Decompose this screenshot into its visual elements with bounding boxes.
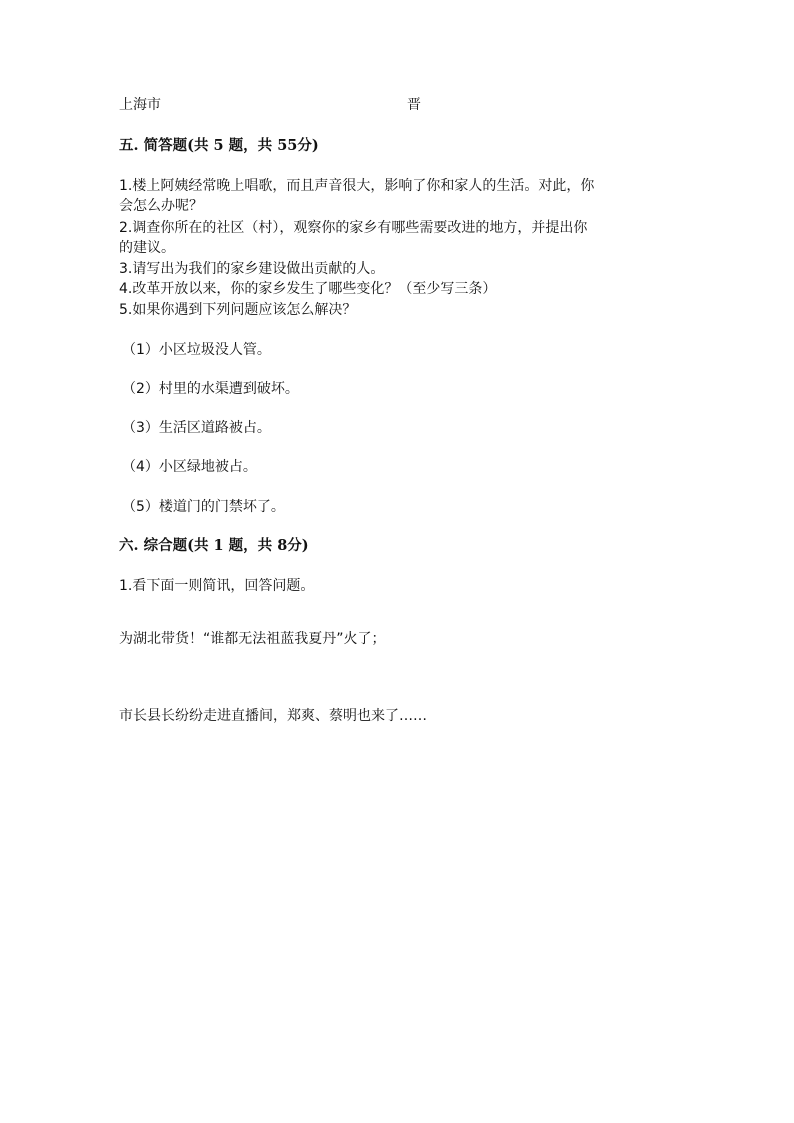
section5-q4: 4.改革开放以来，你的家乡发生了哪些变化？（至少写三条） — [119, 281, 497, 297]
section5-q5-item-4: （4）小区绿地被占。 — [122, 459, 257, 475]
matching-row — [119, 95, 421, 115]
section5-heading: 五. 简答题(共 5 题，共 55分) — [119, 137, 319, 154]
section5-q5-item-1: （1）小区垃圾没人管。 — [122, 342, 271, 358]
section5-q5-item-3: （3）生活区道路被占。 — [122, 420, 271, 436]
section5-q5-item-2: （2）村里的水渠遭到破坏。 — [122, 381, 299, 397]
news-headline-line2: 市长县长纷纷走进直播间，郑爽、蔡明也来了…… — [119, 708, 427, 724]
section5-q5-item-5: （5）楼道门的门禁坏了。 — [122, 499, 285, 515]
matching-right-item: 晋 — [407, 97, 421, 113]
section5-q1-line2: 会怎么办呢？ — [119, 198, 203, 214]
section5-q2-line2: 的建议。 — [119, 240, 175, 256]
matching-left-item: 上海市 — [119, 97, 161, 113]
section5-q1-line1: 1.楼上阿姨经常晚上唱歌，而且声音很大，影响了你和家人的生活。对此，你 — [119, 178, 595, 194]
section5-q3: 3.请写出为我们的家乡建设做出贡献的人。 — [119, 261, 385, 277]
section5-q2-line1: 2.调查你所在的社区（村），观察你的家乡有哪些需要改进的地方，并提出你 — [119, 220, 588, 236]
news-headline-line1: 为湖北带货！“谁都无法祖蓝我夏丹”火了； — [119, 631, 386, 647]
section5-q5: 5.如果你遇到下列问题应该怎么解决？ — [119, 302, 357, 318]
section6-q1: 1.看下面一则简讯，回答问题。 — [119, 578, 315, 594]
section6-heading: 六. 综合题(共 1 题，共 8分) — [119, 537, 309, 554]
